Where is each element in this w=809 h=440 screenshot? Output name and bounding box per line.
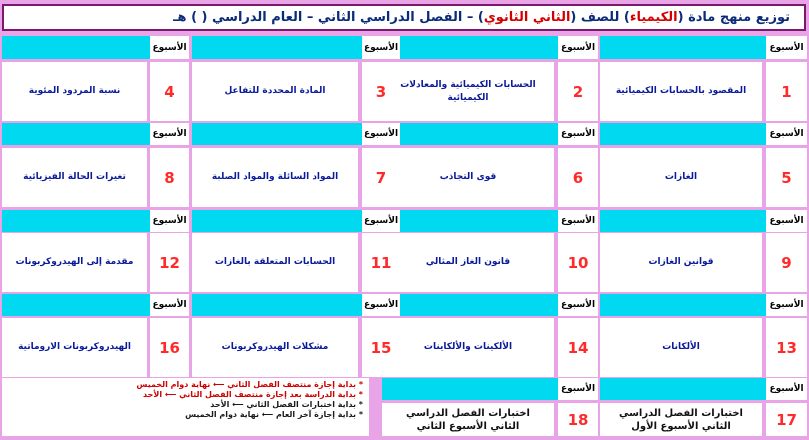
week-topic: قوى التجاذب <box>382 148 554 207</box>
week-label: الأسبوع <box>150 36 189 59</box>
week-label: الأسبوع <box>558 294 598 316</box>
title-grade: الثاني الثانوي <box>483 10 571 25</box>
week-label: الأسبوع <box>766 294 807 316</box>
week-topic: اختبارات الفصل الدراسي الثاني الأسبوع الأول <box>600 403 762 436</box>
week-topic: الهيدروكربونات الاروماتية <box>2 318 147 377</box>
note-line: * بداية الدراسة بعد إجازة منتصف الفصل الثاني ⟵ الأحد <box>143 390 363 399</box>
week-number: 18 <box>558 403 598 436</box>
week-number: 16 <box>150 318 189 377</box>
title-part-2: ) للصف ( <box>570 10 630 25</box>
week-topic: قوانين الغازات <box>600 233 762 292</box>
week-number: 12 <box>150 233 189 292</box>
week-number: 3 <box>362 62 400 121</box>
week-topic: اختبارات الفصل الدراسي الثاني الأسبوع الثاني <box>382 403 554 436</box>
notes-box <box>2 378 369 436</box>
week-label: الأسبوع <box>558 36 598 59</box>
note-line: * بداية إجازة آخر العام ⟵ نهاية دوام الخميس <box>185 410 363 419</box>
week-topic: المقصود بالحسابات الكيميائية <box>600 62 762 121</box>
page-title <box>2 4 806 31</box>
week-number: 2 <box>558 62 598 121</box>
week-label: الأسبوع <box>362 36 400 59</box>
week-topic: المادة المحددة للتفاعل <box>192 62 358 121</box>
week-label: الأسبوع <box>558 210 598 232</box>
week-number: 9 <box>766 233 807 292</box>
week-topic: المواد السائلة والمواد الصلبة <box>192 148 358 207</box>
week-label: الأسبوع <box>362 294 400 316</box>
title-part-3: ) – الفصل الدراسي الثاني – العام الدراسي ( ) هـ <box>173 10 484 25</box>
week-number: 6 <box>558 148 598 207</box>
week-label: الأسبوع <box>766 36 807 59</box>
week-label: الأسبوع <box>150 123 189 145</box>
week-topic: الحسابات المتعلقة بالغازات <box>192 233 358 292</box>
week-topic: مشكلات الهيدروكربونات <box>192 318 358 377</box>
week-number: 17 <box>766 403 807 436</box>
week-number: 1 <box>766 62 807 121</box>
week-topic: الألكانات <box>600 318 762 377</box>
week-topic: الألكينات والألكاينات <box>382 318 554 377</box>
week-number: 4 <box>150 62 189 121</box>
note-line: * بداية إجازة منتصف الفصل الثاني ⟵ نهاية دوام الخميس <box>136 380 363 389</box>
week-topic: قانون الغاز المثالي <box>382 233 554 292</box>
week-number: 10 <box>558 233 598 292</box>
week-number: 15 <box>362 318 400 377</box>
week-number: 7 <box>362 148 400 207</box>
title-part-1: توزيع منهج مادة ( <box>677 10 790 25</box>
week-label: الأسبوع <box>362 123 400 145</box>
week-number: 5 <box>766 148 807 207</box>
note-line: * بداية اختبارات الفصل الثاني ⟵ الأحد <box>210 400 363 409</box>
week-label: الأسبوع <box>362 210 400 232</box>
week-label: الأسبوع <box>150 294 189 316</box>
title-subject: الكيمياء <box>629 10 678 25</box>
week-label: الأسبوع <box>558 123 598 145</box>
week-number: 11 <box>362 233 400 292</box>
week-topic: الغازات <box>600 148 762 207</box>
week-topic: نسبة المردود المئوية <box>2 62 147 121</box>
week-label: الأسبوع <box>766 123 807 145</box>
week-topic: تغيرات الحالة الفيزيائية <box>2 148 147 207</box>
week-label: الأسبوع <box>766 378 807 400</box>
week-topic: مقدمة إلى الهيدروكربونات <box>2 233 147 292</box>
week-label: الأسبوع <box>766 210 807 232</box>
week-number: 13 <box>766 318 807 377</box>
week-label: الأسبوع <box>558 378 598 400</box>
week-topic: الحسابات الكيميائية والمعادلات الكيميائية <box>382 62 554 121</box>
week-number: 8 <box>150 148 189 207</box>
week-number: 14 <box>558 318 598 377</box>
week-label: الأسبوع <box>150 210 189 232</box>
